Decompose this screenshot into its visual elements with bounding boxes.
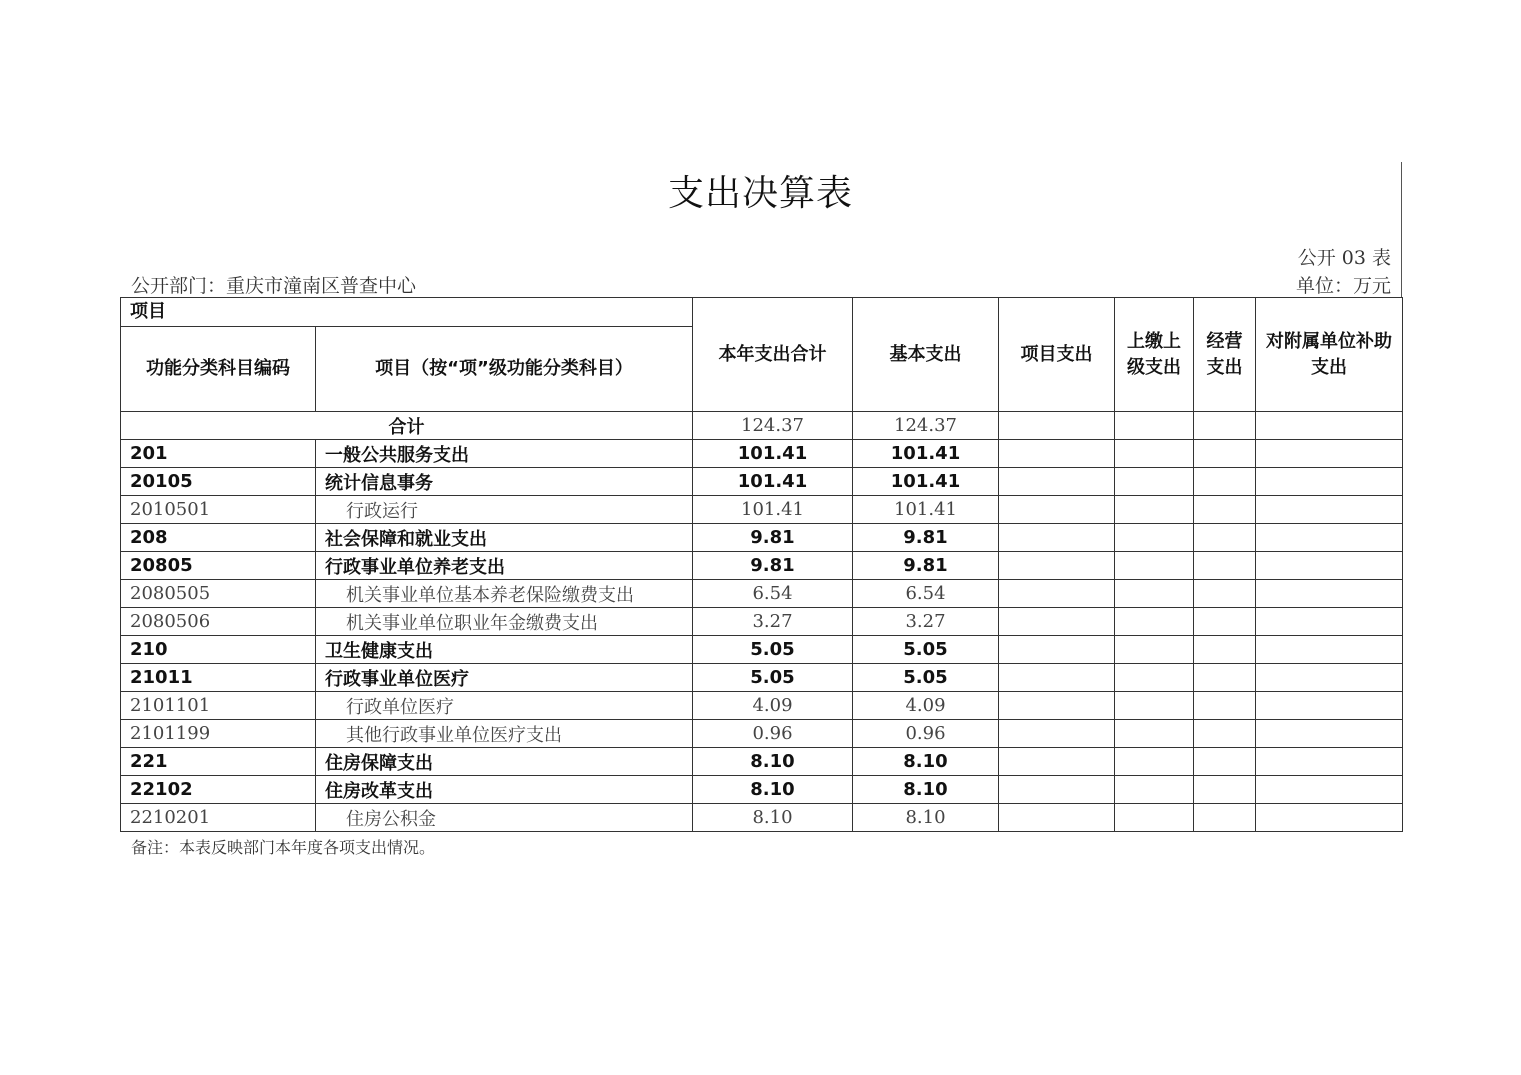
table-row: [121, 720, 1403, 748]
row-project: [999, 440, 1115, 468]
table-row: [121, 440, 1403, 468]
row-total: 3.27: [693, 608, 853, 636]
row-project: [999, 608, 1115, 636]
table-row: [121, 636, 1403, 664]
row-business: [1194, 636, 1256, 664]
form-number: 公开 03 表: [1297, 247, 1391, 269]
row-code: 2210201: [121, 804, 316, 832]
header-name: 项目（按“项”级功能分类科目）: [316, 327, 693, 412]
row-upper: [1115, 804, 1194, 832]
table-row: [121, 776, 1403, 804]
row-total: 6.54: [693, 580, 853, 608]
row-subsidy: [1256, 524, 1403, 552]
total-amount: 124.37: [693, 412, 853, 440]
row-subsidy: [1256, 804, 1403, 832]
row-upper: [1115, 748, 1194, 776]
row-business: [1194, 804, 1256, 832]
row-name: 机关事业单位基本养老保险缴费支出: [316, 580, 693, 608]
row-upper: [1115, 580, 1194, 608]
row-basic: 101.41: [853, 440, 999, 468]
row-code: 201: [121, 440, 316, 468]
row-total: 101.41: [693, 496, 853, 524]
row-code: 210: [121, 636, 316, 664]
row-subsidy: [1256, 636, 1403, 664]
row-project: [999, 636, 1115, 664]
department-label: 公开部门：重庆市潼南区普查中心: [131, 275, 417, 297]
row-total: 101.41: [693, 468, 853, 496]
row-upper: [1115, 496, 1194, 524]
row-upper: [1115, 524, 1194, 552]
row-name: 其他行政事业单位医疗支出: [316, 720, 693, 748]
row-business: [1194, 692, 1256, 720]
total-basic: 124.37: [853, 412, 999, 440]
total-project: [999, 412, 1115, 440]
row-name: 机关事业单位职业年金缴费支出: [316, 608, 693, 636]
row-basic: 4.09: [853, 692, 999, 720]
row-name: 住房保障支出: [316, 748, 693, 776]
table-row: [121, 580, 1403, 608]
row-name: 社会保障和就业支出: [316, 524, 693, 552]
row-subsidy: [1256, 776, 1403, 804]
row-total: 5.05: [693, 664, 853, 692]
row-total: 5.05: [693, 636, 853, 664]
row-project: [999, 692, 1115, 720]
table-row: [121, 496, 1403, 524]
row-total: 9.81: [693, 552, 853, 580]
table-row: [121, 748, 1403, 776]
row-name: 住房改革支出: [316, 776, 693, 804]
row-name: 统计信息事务: [316, 468, 693, 496]
total-upper: [1115, 412, 1194, 440]
header-subsidy: 对附属单位补助支出: [1256, 298, 1403, 412]
header-basic: 基本支出: [853, 298, 999, 412]
total-business: [1194, 412, 1256, 440]
row-business: [1194, 776, 1256, 804]
row-business: [1194, 720, 1256, 748]
row-total: 8.10: [693, 804, 853, 832]
table-row: [121, 804, 1403, 832]
row-subsidy: [1256, 552, 1403, 580]
row-business: [1194, 552, 1256, 580]
row-project: [999, 804, 1115, 832]
row-name: 行政事业单位医疗: [316, 664, 693, 692]
row-business: [1194, 524, 1256, 552]
table-row: [121, 664, 1403, 692]
row-total: 101.41: [693, 440, 853, 468]
header-code: 功能分类科目编码: [121, 327, 316, 412]
row-business: [1194, 468, 1256, 496]
row-subsidy: [1256, 608, 1403, 636]
row-basic: 9.81: [853, 552, 999, 580]
row-business: [1194, 664, 1256, 692]
row-project: [999, 720, 1115, 748]
row-business: [1194, 440, 1256, 468]
header-upper: 上缴上级支出: [1115, 298, 1194, 412]
row-code: 221: [121, 748, 316, 776]
row-basic: 3.27: [853, 608, 999, 636]
row-basic: 6.54: [853, 580, 999, 608]
header-business: 经营支出: [1194, 298, 1256, 412]
row-project: [999, 776, 1115, 804]
row-subsidy: [1256, 720, 1403, 748]
row-project: [999, 524, 1115, 552]
table-row: [121, 692, 1403, 720]
row-name: 行政事业单位养老支出: [316, 552, 693, 580]
table-row: [121, 468, 1403, 496]
row-project: [999, 468, 1115, 496]
row-total: 9.81: [693, 524, 853, 552]
header-project: 项目支出: [999, 298, 1115, 412]
row-upper: [1115, 692, 1194, 720]
row-total: 8.10: [693, 748, 853, 776]
row-basic: 8.10: [853, 748, 999, 776]
row-name: 行政单位医疗: [316, 692, 693, 720]
table-row: [121, 552, 1403, 580]
row-project: [999, 552, 1115, 580]
row-upper: [1115, 776, 1194, 804]
row-subsidy: [1256, 468, 1403, 496]
row-business: [1194, 496, 1256, 524]
row-basic: 101.41: [853, 496, 999, 524]
row-subsidy: [1256, 748, 1403, 776]
row-upper: [1115, 440, 1194, 468]
row-subsidy: [1256, 580, 1403, 608]
row-subsidy: [1256, 440, 1403, 468]
row-basic: 0.96: [853, 720, 999, 748]
footnote: 备注：本表反映部门本年度各项支出情况。: [131, 838, 436, 857]
row-code: 20105: [121, 468, 316, 496]
row-total: 0.96: [693, 720, 853, 748]
row-name: 住房公积金: [316, 804, 693, 832]
row-subsidy: [1256, 496, 1403, 524]
total-row: [121, 412, 1403, 440]
row-basic: 101.41: [853, 468, 999, 496]
row-project: [999, 496, 1115, 524]
row-total: 4.09: [693, 692, 853, 720]
header-total: 本年支出合计: [693, 298, 853, 412]
row-code: 2080505: [121, 580, 316, 608]
row-name: 行政运行: [316, 496, 693, 524]
row-basic: 8.10: [853, 804, 999, 832]
row-project: [999, 580, 1115, 608]
row-upper: [1115, 720, 1194, 748]
row-total: 8.10: [693, 776, 853, 804]
row-code: 22102: [121, 776, 316, 804]
row-code: 2010501: [121, 496, 316, 524]
row-project: [999, 748, 1115, 776]
row-business: [1194, 608, 1256, 636]
row-code: 208: [121, 524, 316, 552]
row-subsidy: [1256, 692, 1403, 720]
row-upper: [1115, 636, 1194, 664]
row-upper: [1115, 608, 1194, 636]
row-code: 21011: [121, 664, 316, 692]
row-basic: 5.05: [853, 636, 999, 664]
row-upper: [1115, 552, 1194, 580]
row-basic: 8.10: [853, 776, 999, 804]
right-border-line: [1401, 162, 1402, 298]
row-project: [999, 664, 1115, 692]
row-name: 一般公共服务支出: [316, 440, 693, 468]
row-name: 卫生健康支出: [316, 636, 693, 664]
row-business: [1194, 748, 1256, 776]
total-label: 合计: [121, 412, 693, 440]
row-basic: 5.05: [853, 664, 999, 692]
row-upper: [1115, 468, 1194, 496]
row-subsidy: [1256, 664, 1403, 692]
row-code: 2101199: [121, 720, 316, 748]
row-code: 20805: [121, 552, 316, 580]
total-subsidy: [1256, 412, 1403, 440]
row-upper: [1115, 664, 1194, 692]
row-basic: 9.81: [853, 524, 999, 552]
table-row: [121, 608, 1403, 636]
unit-label: 单位：万元: [1295, 275, 1391, 297]
header-item-group: 项目: [121, 298, 693, 327]
row-business: [1194, 580, 1256, 608]
row-code: 2101101: [121, 692, 316, 720]
row-code: 2080506: [121, 608, 316, 636]
page-title: 支出决算表: [667, 173, 853, 214]
table-row: [121, 524, 1403, 552]
expenditure-table: [120, 297, 1403, 832]
